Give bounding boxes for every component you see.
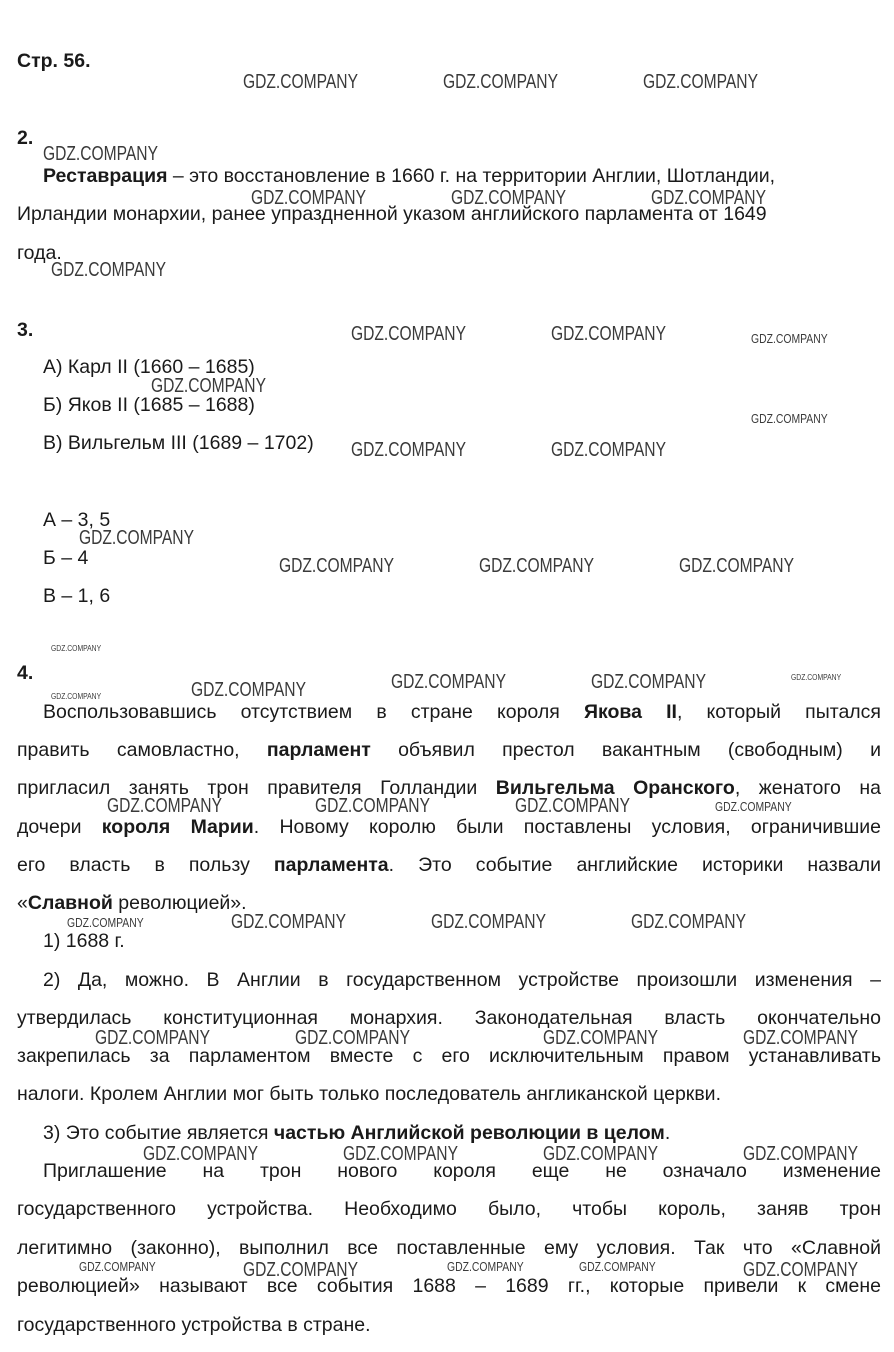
q4-answer-2-line-3: закрепилась за парламентом вместе с его исключительным правом устанавливать xyxy=(17,1045,881,1067)
watermark: GDZ.COMPANY xyxy=(447,1259,524,1274)
watermark: GDZ.COMPANY xyxy=(51,259,166,281)
watermark: GDZ.COMPANY xyxy=(143,1143,258,1165)
ruler-item: В) Вильгельм III (1689 – 1702) xyxy=(43,432,314,454)
q4-answer-3: 3) Это событие является частью Английской революции в целом. xyxy=(43,1122,671,1144)
watermark: GDZ.COMPANY xyxy=(751,411,828,426)
watermark: GDZ.COMPANY xyxy=(591,671,706,693)
watermark: GDZ.COMPANY xyxy=(743,1143,858,1165)
q4-answer-1: 1) 1688 г. xyxy=(43,930,125,952)
q2-line-3: года. xyxy=(17,242,62,264)
watermark: GDZ.COMPANY xyxy=(391,671,506,693)
watermark: GDZ.COMPANY xyxy=(51,692,102,701)
watermark: GDZ.COMPANY xyxy=(791,673,842,682)
page-label: Стр. 56. xyxy=(17,50,91,72)
question-4-number: 4. xyxy=(17,662,34,684)
watermark: GDZ.COMPANY xyxy=(95,1027,210,1049)
q2-line-1 xyxy=(43,165,775,187)
watermark: GDZ.COMPANY xyxy=(343,1143,458,1165)
answer-item: В – 1, 6 xyxy=(43,585,111,607)
q4-p2-line-3: легитимно (законно), выполнил все поставленные ему условия. Так что «Славной xyxy=(17,1237,881,1259)
watermark: GDZ.COMPANY xyxy=(243,1259,358,1281)
watermark: GDZ.COMPANY xyxy=(107,795,222,817)
watermark: GDZ.COMPANY xyxy=(295,1027,410,1049)
q4-answer-2-line-4: налоги. Кролем Англии мог быть только последователь англиканской церкви. xyxy=(17,1083,721,1105)
watermark: GDZ.COMPANY xyxy=(151,375,266,397)
watermark: GDZ.COMPANY xyxy=(431,911,546,933)
watermark: GDZ.COMPANY xyxy=(351,323,466,345)
watermark: GDZ.COMPANY xyxy=(515,795,630,817)
term-restoration: Реставрация xyxy=(43,165,168,187)
q4-p2-line-4: революцией» называют все события 1688 – 1689 гг., которые привели к смене xyxy=(17,1275,881,1297)
watermark: GDZ.COMPANY xyxy=(479,555,594,577)
q4-p1-line-3: пригласил занять трон правителя Голландии Вильгельма Оранского, женатого на xyxy=(17,777,881,799)
watermark: GDZ.COMPANY xyxy=(643,71,758,93)
watermark: GDZ.COMPANY xyxy=(543,1027,658,1049)
q4-p2-line-5: государственного устройства в стране. xyxy=(17,1314,371,1336)
ruler-item: А) Карл II (1660 – 1685) xyxy=(43,356,255,378)
watermark: GDZ.COMPANY xyxy=(451,187,566,209)
watermark: GDZ.COMPANY xyxy=(631,911,746,933)
watermark: GDZ.COMPANY xyxy=(443,71,558,93)
watermark: GDZ.COMPANY xyxy=(231,911,346,933)
watermark: GDZ.COMPANY xyxy=(743,1027,858,1049)
watermark: GDZ.COMPANY xyxy=(279,555,394,577)
watermark: GDZ.COMPANY xyxy=(579,1259,656,1274)
watermark: GDZ.COMPANY xyxy=(79,527,194,549)
watermark: GDZ.COMPANY xyxy=(51,644,102,653)
watermark: GDZ.COMPANY xyxy=(551,439,666,461)
answer-item: Б – 4 xyxy=(43,547,89,569)
watermark: GDZ.COMPANY xyxy=(743,1259,858,1281)
watermark: GDZ.COMPANY xyxy=(351,439,466,461)
question-3-number: 3. xyxy=(17,319,34,341)
watermark: GDZ.COMPANY xyxy=(543,1143,658,1165)
answer-item: А – 3, 5 xyxy=(43,509,111,531)
q4-p1-line-2: править самовластно, парламент объявил престол вакантным (свободным) и xyxy=(17,739,881,761)
q4-answer-2-line-2: утвердилась конституционная монархия. Законодательная власть окончательно xyxy=(17,1007,881,1029)
q4-p2-line-1: Приглашение на трон нового короля еще не означало изменение xyxy=(43,1160,881,1182)
q2-definition: – это восстановление в 1660 г. на территории Англии, Шотландии, xyxy=(167,165,776,187)
question-2-number: 2. xyxy=(17,127,34,149)
watermark: GDZ.COMPANY xyxy=(751,331,828,346)
watermark: GDZ.COMPANY xyxy=(315,795,430,817)
ruler-item: Б) Яков II (1685 – 1688) xyxy=(43,394,255,416)
watermark: GDZ.COMPANY xyxy=(651,187,766,209)
watermark: GDZ.COMPANY xyxy=(243,71,358,93)
q2-line-2: Ирландии монархии, ранее упраздненной указом английского парламента от 1649 xyxy=(17,203,767,225)
watermark: GDZ.COMPANY xyxy=(67,915,144,930)
q4-p1-line-6: «Славной революцией». xyxy=(17,892,247,914)
q4-p1-line-4: дочери короля Марии. Новому королю были поставлены условия, ограничившие xyxy=(17,816,881,838)
watermark: GDZ.COMPANY xyxy=(43,143,158,165)
watermark: GDZ.COMPANY xyxy=(551,323,666,345)
watermark: GDZ.COMPANY xyxy=(715,799,792,814)
watermark: GDZ.COMPANY xyxy=(191,679,306,701)
watermark: GDZ.COMPANY xyxy=(679,555,794,577)
q4-p1-line-5: его власть в пользу парламента. Это событие английские историки назвали xyxy=(17,854,881,876)
watermark: GDZ.COMPANY xyxy=(251,187,366,209)
watermark: GDZ.COMPANY xyxy=(79,1259,156,1274)
q4-p1-line-1: Воспользовавшись отсутствием в стране короля Якова II, который пытался xyxy=(43,701,881,723)
q4-p2-line-2: государственного устройства. Необходимо было, чтобы король, заняв трон xyxy=(17,1198,881,1220)
q4-answer-2-line-1: 2) Да, можно. В Англии в государственном устройстве произошли изменения – xyxy=(43,969,881,991)
